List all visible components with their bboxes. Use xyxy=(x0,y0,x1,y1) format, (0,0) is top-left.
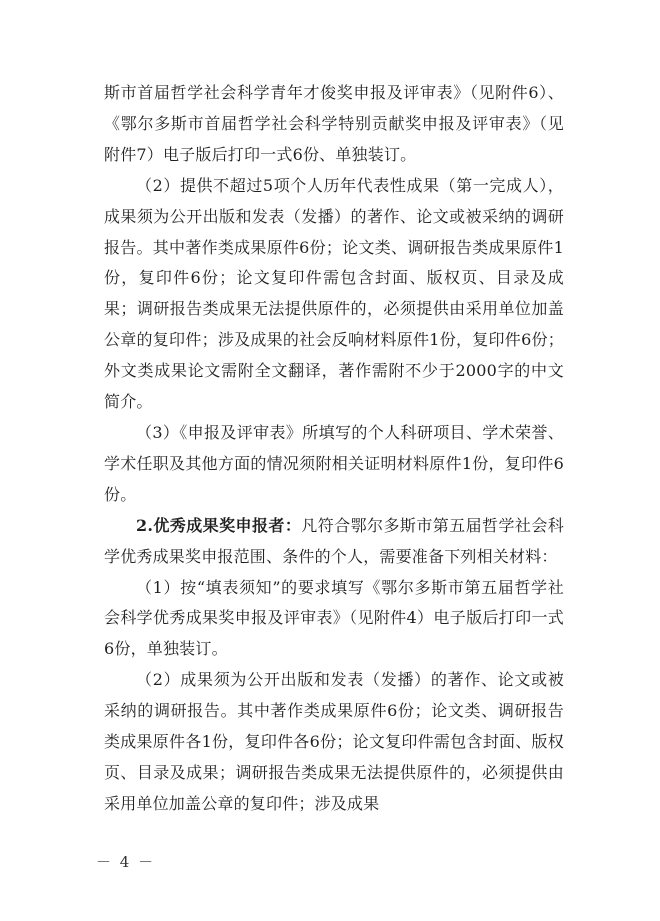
paragraph-excellent-achievement-applicant xyxy=(104,511,564,573)
paragraph-item-3-supporting-materials: （3）《申报及评审表》所填写的个人科研项目、学术荣誉、学术任职及其他方面的情况须附相关证明材料原件1份，复印件6份。 xyxy=(104,422,564,504)
paragraph-continued-intro: 斯市首届哲学社会科学青年才俊奖申报及评审表》（见附件6）、《鄂尔多斯市首届哲学社会科学特别贡献奖申报及评审表》（见附件7）电子版后打印一式6份、单独装订。 xyxy=(104,83,564,164)
paragraph-item-1-fill-form: （1）按“填表须知”的要求填写《鄂尔多斯市第五届哲学社会科学优秀成果奖申报及评审表》（见附件4）电子版后打印一式6份，单独装订。 xyxy=(104,577,564,659)
document-body xyxy=(104,78,564,820)
section-lead-heading: 2.优秀成果奖申报者： xyxy=(136,515,302,535)
page-number: － 4 － xyxy=(96,853,156,871)
paragraph-item-2-representative-works: （2）提供不超过5项个人历年代表性成果（第一完成人），成果须为公开出版和发表（发播）的著作、论文或被采纳的调研报告。其中著作类成果原件6份；论文类、调研报告类成果原件1份，复印件6份；论文复印件需包含封面、版权页、目录及成果；调研报告类成果无法提供原件的，必须提供由采用单位加盖公章的复印件；涉及成果的社会反响材料原件1份，复印件6份；外文类成果论文需附全文翻译，著作需附不少于2000字的中文简介。 xyxy=(104,175,564,412)
paragraph-item-2-publication-requirements: （2）成果须为公开出版和发表（发播）的著作、论文或被采纳的调研报告。其中著作类成果原件6份；论文类、调研报告类成果原件各1份，复印件各6份；论文复印件需包含封面、版权页、目录及成果；调研报告类成果无法提供原件的，必须提供由采用单位加盖公章的复印件；涉及成果 xyxy=(104,670,564,813)
section-lead-body: 凡符合鄂尔多斯市第五届哲学社会科学优秀成果奖申报范围、条件的个人，需要准备下列相关材料： xyxy=(104,515,565,566)
